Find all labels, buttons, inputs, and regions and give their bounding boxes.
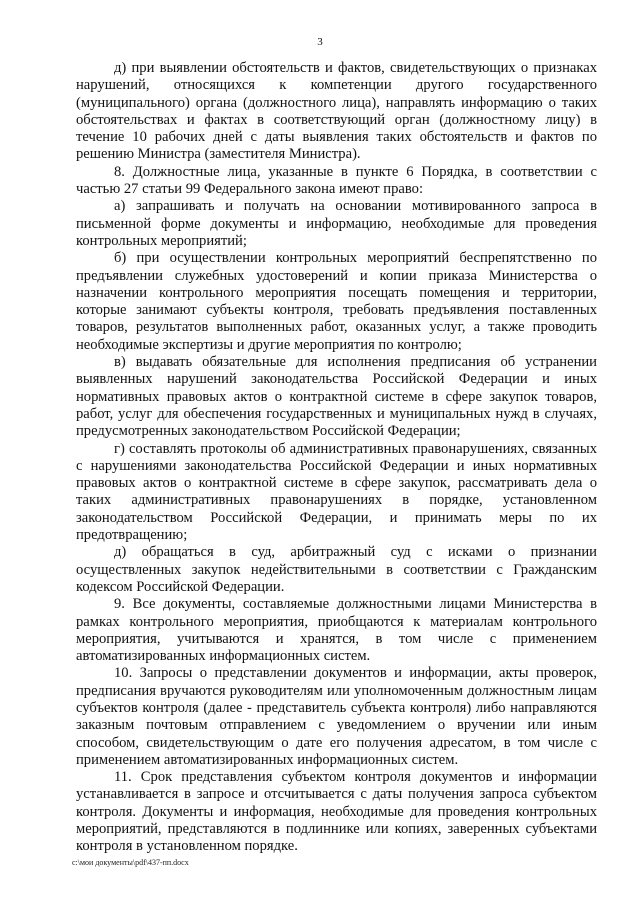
paragraph-10-requests-delivery: 10. Запросы о представлении документов и информации, акты проверок, предписания вручаются руководителям или уполномоченным должностным лицам субъектов контроля (далее - представитель субъекта контроля) либо направляются заказным почтовым отправлением с уведомлением о вручении или иным способом, свидетельствующим о дате его получения адресатом, в том числе с применением автоматизированных информационных систем. <box>76 665 597 768</box>
page-number: 3 <box>317 36 323 48</box>
paragraph-v-issue-orders: в) выдавать обязательные для исполнения предписания об устранении выявленных нарушений законодательства Российской Федерации и иных нормативных правовых актов о контрактной системе в сфере закупок товаров, работ, услуг для обеспечения государственных и муниципальных нужд в случаях, предусмотренных законодательством Российской Федерации; <box>76 354 597 440</box>
paragraph-d-court-claims: д) обращаться в суд, арбитражный суд с исками о признании осуществленных закупок недействительными в соответствии с Гражданским кодексом Российской Федерации. <box>76 544 597 595</box>
paragraph-d-inform-other-body: д) при выявлении обстоятельств и фактов, свидетельствующих о признаках нарушений, относящихся к компетенции другого государственного (муниципального) органа (должностного лица), направлять информацию о таких обстоятельствах и фактах в соответствующий орган (должностному лицу) в течение 10 рабочих дней с даты выявления таких обстоятельств и фактов по решению Министра (заместителя Министра). <box>76 60 597 163</box>
document-body <box>76 60 597 856</box>
paragraph-b-site-access: б) при осуществлении контрольных мероприятий беспрепятственно по предъявлении служебных удостоверений и копии приказа Министерства о назначении контрольного мероприятия посещать помещения и территории, которые занимают субъекты контроля, требовать предъявления поставленных товаров, результатов выполненных работ, оказанных услуг, а также проводить необходимые экспертизы и другие мероприятия по контролю; <box>76 250 597 353</box>
paragraph-a-request-documents: а) запрашивать и получать на основании мотивированного запроса в письменной форме документы и информацию, необходимые для проведения контрольных мероприятий; <box>76 198 597 249</box>
paragraph-9-documents-storage: 9. Все документы, составляемые должностными лицами Министерства в рамках контрольного мероприятия, приобщаются к материалам контрольного мероприятия, учитываются и хранятся, в том числе с применением автоматизированных информационных систем. <box>76 596 597 665</box>
footer-file-path: c:\мои документы\pdf\437-пп.docx <box>72 858 189 867</box>
paragraph-11-submission-term: 11. Срок представления субъектом контроля документов и информации устанавливается в запросе и отсчитывается с даты получения запроса субъектом контроля. Документы и информация, необходимые для проведения контрольных мероприятий, представляются в подлиннике или копиях, заверенных субъектами контроля в установленном порядке. <box>76 769 597 855</box>
paragraph-8-officials-rights: 8. Должностные лица, указанные в пункте 6 Порядка, в соответствии с частью 27 статьи 99 Федерального закона имеют право: <box>76 163 597 198</box>
paragraph-g-protocols: г) составлять протоколы об административных правонарушениях, связанных с нарушениями законодательства Российской Федерации и иных нормативных правовых актов о контрактной системе в сфере закупок, рассматривать дела о таких административных правонарушениях в порядке, установленном законодательством Российской Федерации, и принимать меры по их предотвращению; <box>76 440 597 544</box>
